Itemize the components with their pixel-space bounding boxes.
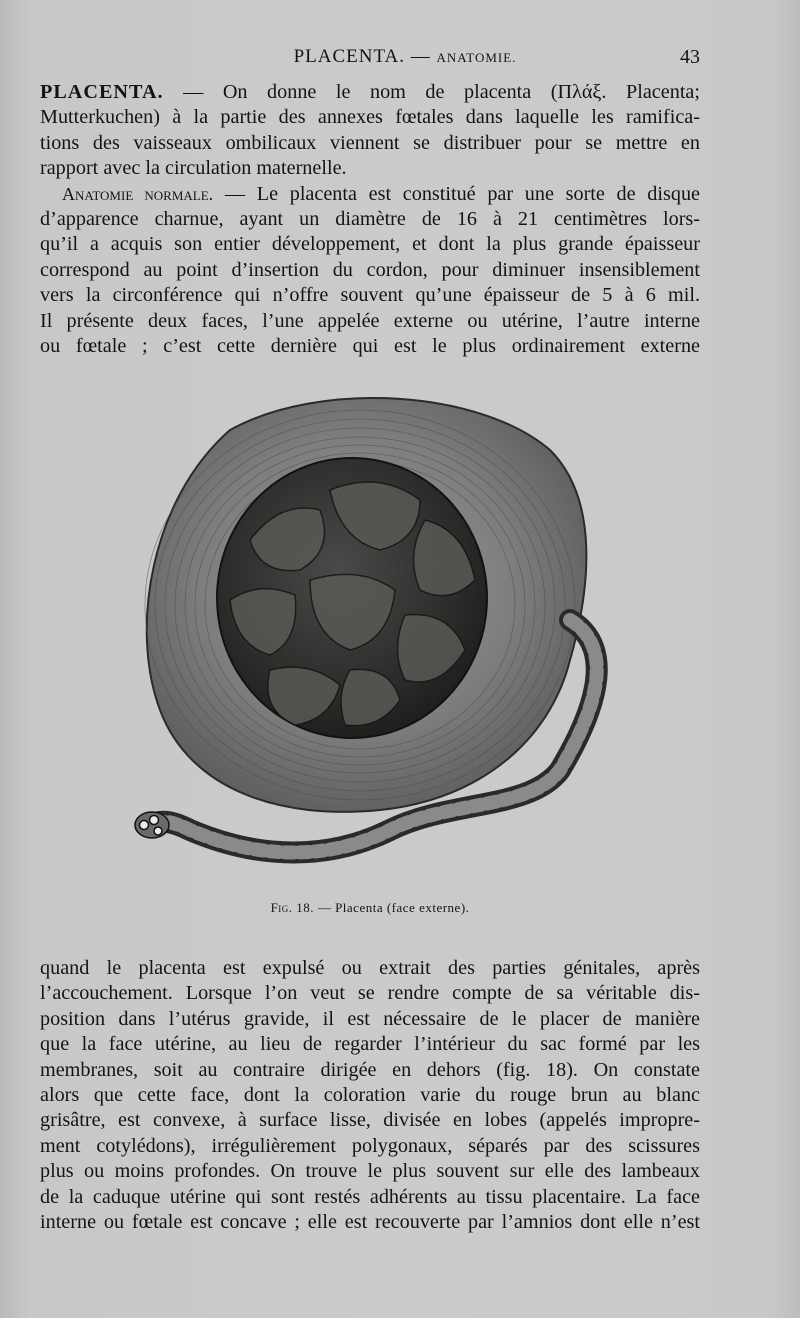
entry-lead: PLACENTA. — [40, 81, 164, 103]
line: position dans l’utérus gravide, il est nécessaire de le placer de manière — [40, 1007, 700, 1030]
line: de la caduque utérine qui sont restés adhérents au tissu placentaire. La face — [40, 1185, 700, 1208]
line: — Le placenta est constitué par une sorte de disque — [213, 182, 700, 205]
line: correspond au point d’insertion du cordon, pour diminuer insensiblement — [40, 258, 700, 281]
line: quand le placenta est expulsé ou extrait des parties génitales, après — [40, 957, 700, 979]
text-block-top — [40, 80, 700, 359]
figure-caption — [40, 900, 700, 916]
line: que la face utérine, au lieu de regarder l’intérieur du sac formé par les — [40, 1033, 700, 1056]
cord-cut-end — [135, 812, 169, 838]
placenta-engraving — [120, 390, 620, 870]
page-header — [40, 46, 700, 74]
page-number: 43 — [680, 46, 700, 68]
line: alors que cette face, dont la coloration varie du rouge brun au blanc — [40, 1084, 700, 1107]
paragraph-anatomie-normale — [40, 182, 700, 360]
line: l’accouchement. Lorsque l’on veut se rendre compte de sa véritable dis- — [40, 982, 700, 1005]
line: grisâtre, est convexe, à surface lisse, divisée en lobes (appelés impropre- — [40, 1109, 700, 1132]
paragraph-continuation — [40, 956, 700, 1235]
line: membranes, soit au contraire dirigée en dehors (fig. 18). On constate — [40, 1058, 700, 1081]
line: tions des vaisseaux ombilicaux viennent se distribuer pour se mettre en — [40, 131, 700, 154]
running-head — [40, 46, 700, 68]
running-head-small: ANATOMIE. — [436, 50, 517, 65]
line: ou fœtale ; c’est cette dernière qui est le plus ordinairement externe — [40, 335, 700, 358]
paragraph-placenta — [40, 80, 700, 182]
line: Il présente deux faces, l’une appelée externe ou utérine, l’autre interne — [40, 309, 700, 332]
line: Mutterkuchen) à la partie des annexes fœtales dans laquelle les ramifica- — [40, 106, 700, 129]
line: plus ou moins profondes. On trouve le plus souvent sur elle des lambeaux — [40, 1160, 700, 1183]
text-block-bottom — [40, 956, 700, 1235]
caption-text: — Placenta (face externe). — [314, 900, 470, 915]
running-head-main: PLACENTA. — — [293, 46, 431, 67]
line: vers la circonférence qui n’offre souvent qu’une épaisseur de 5 à 6 mil. — [40, 284, 700, 307]
caption-label: Fig. 18. — [270, 900, 315, 915]
line: — On donne le nom de placenta (Πλάξ. Placenta; — [163, 81, 700, 103]
line: rapport avec la circulation maternelle. — [40, 157, 347, 180]
line: ment cotylédons), irrégulièrement polygonaux, séparés par des scissures — [40, 1134, 700, 1157]
line: d’apparence charnue, ayant un diamètre de 16 à 21 centimètres lors- — [40, 208, 700, 231]
line: qu’il a acquis son entier développement, et dont la plus grande épaisseur — [40, 233, 700, 256]
line: interne ou fœtale est concave ; elle est recouverte par l’amnios dont elle n’est — [40, 1211, 700, 1234]
section-lead: Anatomie normale. — [62, 183, 214, 204]
